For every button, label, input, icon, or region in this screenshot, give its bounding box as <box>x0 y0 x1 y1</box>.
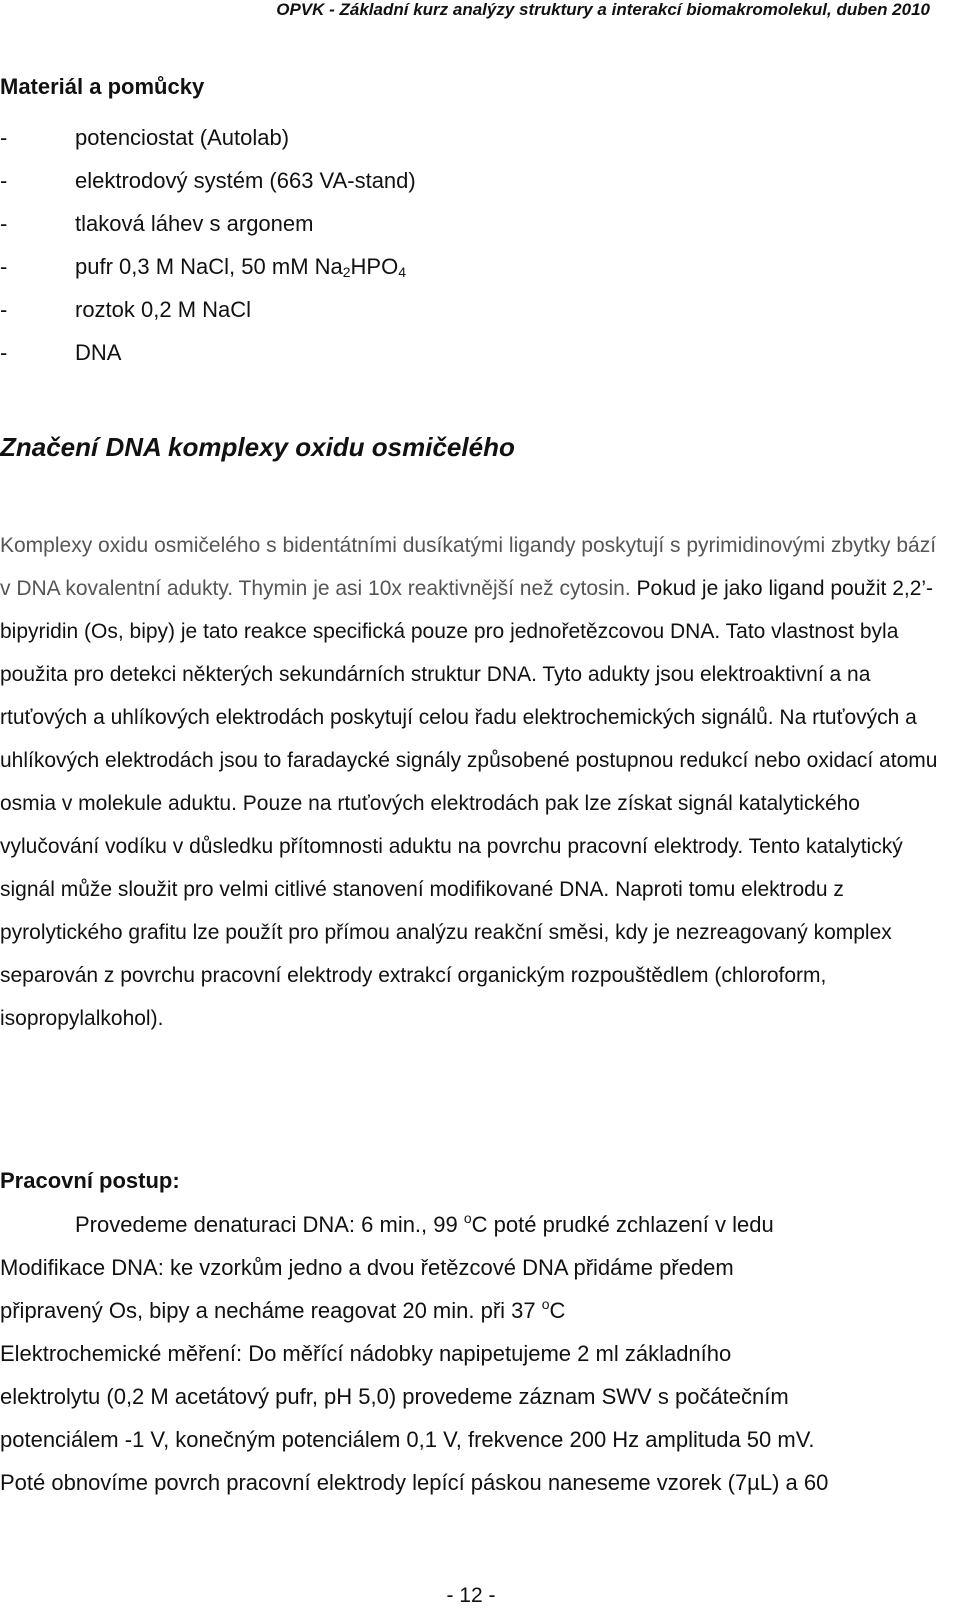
section-heading: Značení DNA komplexy oxidu osmičelého <box>0 432 515 462</box>
procedure-line: Modifikace DNA: ke vzorkům jedno a dvou řetězcové DNA přidáme předem <box>0 1255 734 1280</box>
procedure-heading: Pracovní postup: <box>0 1168 180 1193</box>
list-item-text: DNA <box>75 340 122 365</box>
procedure-text: C <box>549 1298 566 1323</box>
procedure-line: elektrolytu (0,2 M acetátový pufr, pH 5,0) provedeme záznam SWV s počátečním <box>0 1384 789 1409</box>
list-dash: - <box>0 211 8 236</box>
paragraph-text-part2: Pokud je jako ligand použit 2,2’-bipyridin (Os, bipy) je tato reakce specifická pouze pro jednořetězcovou DNA. Tato vlastnost byla použita pro detekci některých sekundárních struktur DNA. Tyto adukty jsou elektroaktivní a na rtuťových a uhlíkových elektrodách poskytují celou řadu elektrochemických signálů. Na rtuťových a uhlíkových elektrodách jsou to faradaycké signály způsobené postupnou redukcí nebo oxidací atomu osmia v molekule aduktu. Pouze na rtuťových elektrodách pak lze získat signál katalytického vylučování vodíku v důsledku přítomnosti aduktu na povrchu pracovní elektrody. Tento katalytický signál může sloužit pro velmi citlivé stanovení modifikované DNA. Naproti tomu elektrodu z pyrolytického grafitu lze použít pro přímou analýzu reakční směsi, kdy je nezreagovaný komplex separován z povrchu pracovní elektrody extrakcí organickým rozpouštědlem (chloroform, isopropylalkohol). <box>0 577 938 1030</box>
procedure-line <box>0 1203 942 1246</box>
section-paragraph <box>0 524 942 1040</box>
list-item <box>0 331 920 374</box>
list-item-text: HPO <box>350 254 399 279</box>
procedure-line <box>0 1289 942 1332</box>
procedure-line: Elektrochemické měření: Do měřící nádobky napipetujeme 2 ml základního <box>0 1341 732 1366</box>
procedure-text: Provedeme denaturaci DNA: 6 min., 99 <box>75 1212 464 1237</box>
paragraph-text-part1: Komplexy oxidu osmičelého s bidentátními dusíkatými ligandy poskytují s pyrimidinovými zbytky bází v DNA kovalentní adukty. Thymin je asi 10x reaktivnější než cytosin. <box>0 534 937 600</box>
list-dash: - <box>0 254 8 279</box>
list-item <box>0 245 920 288</box>
list-dash: - <box>0 340 8 365</box>
running-header: OPVK - Základní kurz analýzy struktury a interakcí biomakromolekul, duben 2010 <box>276 0 930 19</box>
list-item <box>0 288 920 331</box>
list-item-text: potenciostat (Autolab) <box>75 125 290 150</box>
list-item <box>0 159 920 202</box>
list-dash: - <box>0 125 8 150</box>
procedure-steps <box>0 1203 942 1504</box>
list-item-text: tlaková láhev s argonem <box>75 211 314 236</box>
page-number: - 12 - <box>446 1584 496 1607</box>
procedure-text: C poté prudké zchlazení v ledu <box>471 1212 774 1237</box>
procedure-line: potenciálem -1 V, konečným potenciálem 0,1 V, frekvence 200 Hz amplituda 50 mV. <box>0 1427 815 1452</box>
list-dash: - <box>0 297 8 322</box>
subscript: 4 <box>398 264 407 280</box>
list-item-text: pufr 0,3 M NaCl, 50 mM Na <box>75 254 343 279</box>
list-item <box>0 202 920 245</box>
subscript: 2 <box>342 264 351 280</box>
list-item <box>0 116 920 159</box>
superscript: o <box>463 1210 472 1226</box>
list-dash: - <box>0 168 8 193</box>
superscript: o <box>541 1296 550 1312</box>
list-item-text: roztok 0,2 M NaCl <box>75 297 252 322</box>
list-item-text: elektrodový systém (663 VA-stand) <box>75 168 416 193</box>
procedure-line: Poté obnovíme povrch pracovní elektrody lepící páskou naneseme vzorek (7µL) a 60 <box>0 1470 829 1495</box>
materials-list <box>0 116 920 374</box>
materials-heading: Materiál a pomůcky <box>0 74 205 99</box>
procedure-text: připravený Os, bipy a necháme reagovat 20 min. při 37 <box>0 1298 542 1323</box>
